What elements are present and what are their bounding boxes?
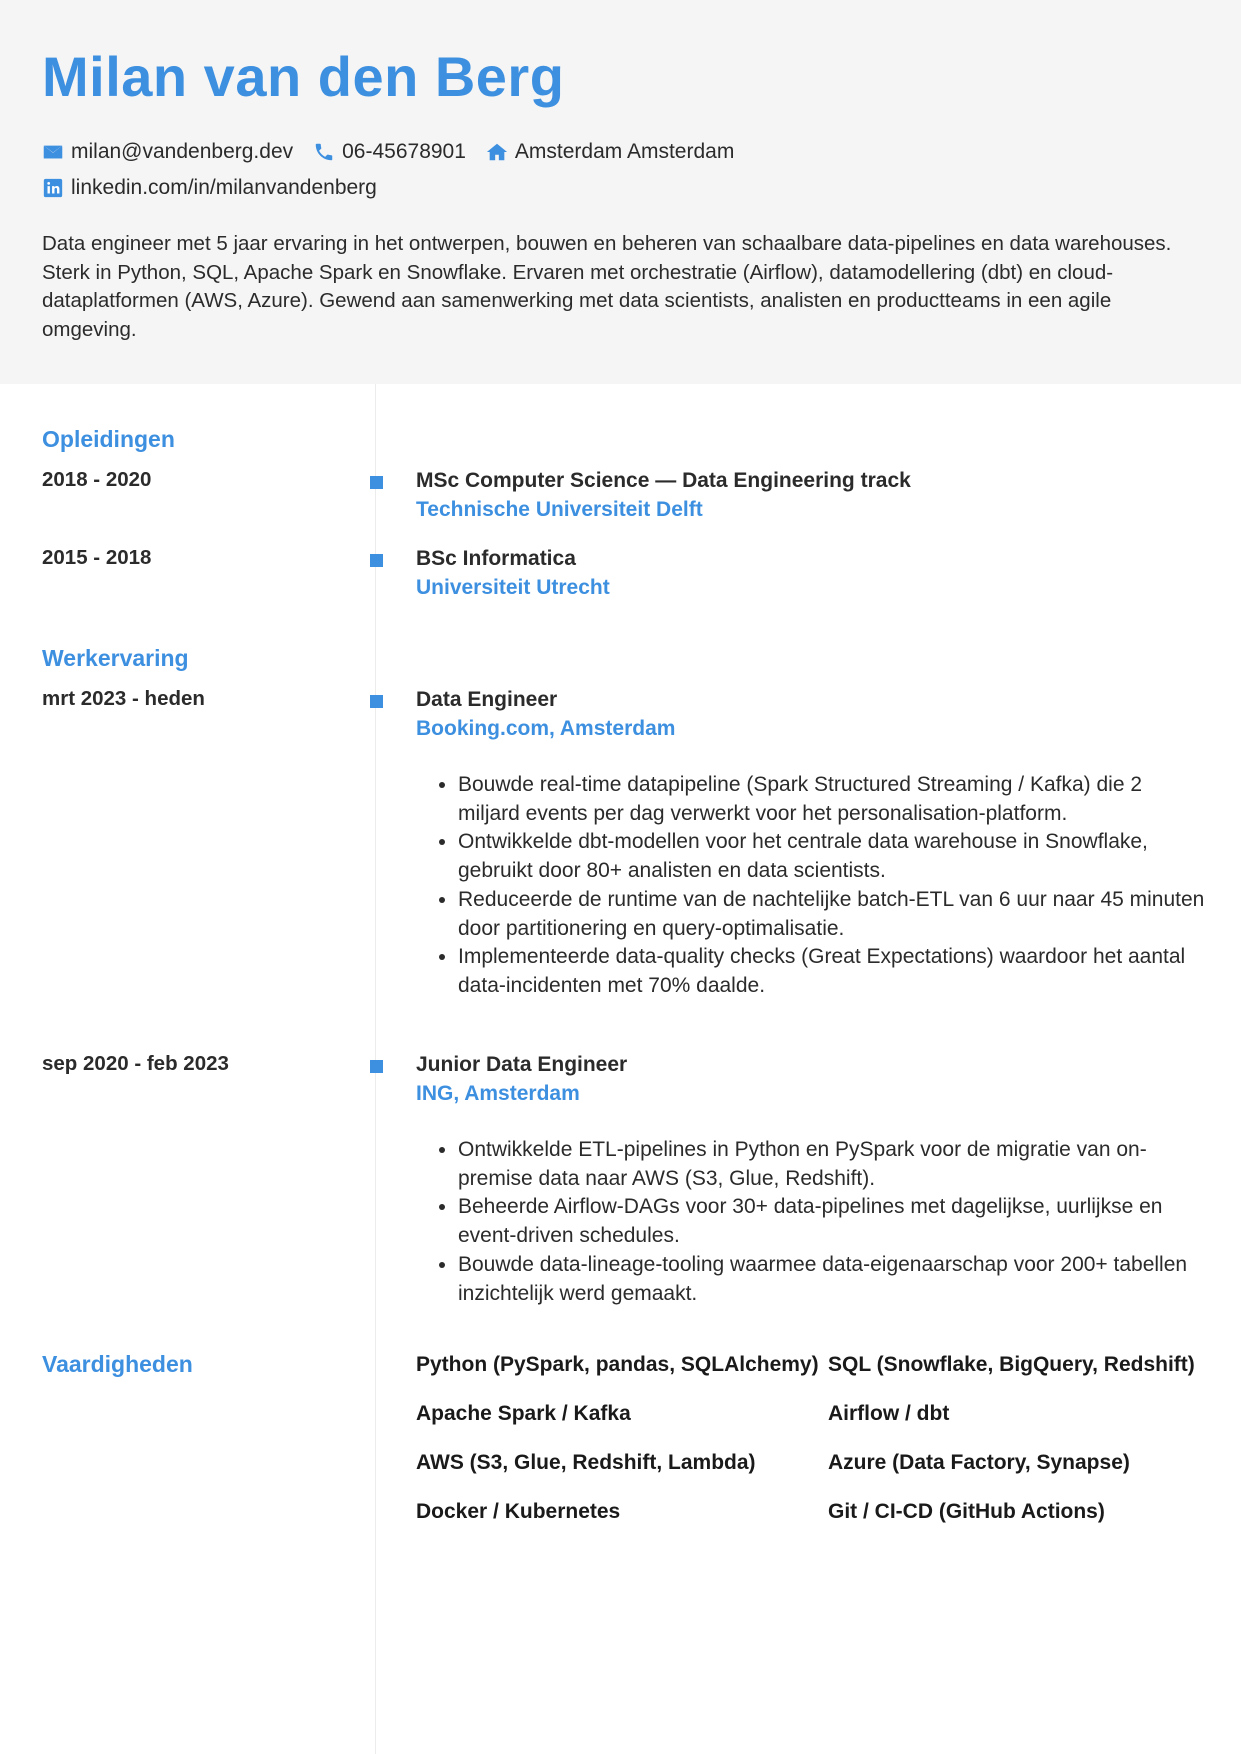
experience-entry xyxy=(416,685,1206,1001)
resume-header xyxy=(0,0,1241,384)
experience-entry xyxy=(416,1050,1206,1308)
achievement-item: • Ontwikkelde ETL-pipelines in Python en PySpark voor de migratie van on-premise data naar AWS (S3, Glue, Redshift). xyxy=(458,1136,1206,1193)
job-achievements xyxy=(416,771,1206,1001)
contact-linkedin[interactable] xyxy=(42,176,377,200)
job-role: Data Engineer xyxy=(416,688,558,711)
linkedin-text[interactable]: linkedin.com/in/milanvandenberg xyxy=(71,176,377,199)
skill-item: Airflow / dbt xyxy=(828,1402,950,1425)
timeline-marker xyxy=(370,554,383,567)
education-degree: BSc Informatica xyxy=(416,547,576,570)
skill-item: SQL (Snowflake, BigQuery, Redshift) xyxy=(828,1353,1195,1376)
skill-item: Apache Spark / Kafka xyxy=(416,1402,631,1425)
contact-email[interactable] xyxy=(42,140,293,164)
skill-item: Docker / Kubernetes xyxy=(416,1500,621,1523)
experience-period: sep 2020 - feb 2023 xyxy=(42,1052,229,1075)
contact-info xyxy=(42,134,1199,206)
linkedin-icon xyxy=(42,177,64,199)
section-title-experience: Werkervaring xyxy=(42,645,189,671)
contact-phone[interactable] xyxy=(313,140,466,164)
achievement-item: • Bouwde real-time datapipeline (Spark Structured Streaming / Kafka) die 2 miljard events per dag verwerkt voor het personalisation-platform. xyxy=(458,771,1206,828)
education-period: 2015 - 2018 xyxy=(42,546,152,569)
education-school: Technische Universiteit Delft xyxy=(416,498,703,521)
section-title-education: Opleidingen xyxy=(42,426,175,452)
education-entry xyxy=(416,466,1206,524)
phone-icon xyxy=(313,141,335,163)
achievement-item: • Implementeerde data-quality checks (Great Expectations) waardoor het aantal data-incidenten met 70% daalde. xyxy=(458,943,1206,1000)
experience-period: mrt 2023 - heden xyxy=(42,687,205,710)
contact-location xyxy=(486,140,734,164)
job-role: Junior Data Engineer xyxy=(416,1053,628,1076)
skill-item: AWS (S3, Glue, Redshift, Lambda) xyxy=(416,1451,756,1474)
education-degree: MSc Computer Science — Data Engineering track xyxy=(416,469,911,492)
profile-summary: Data engineer met 5 jaar ervaring in het ontwerpen, bouwen en beheren van schaalbare data-pipelines en data warehouses. Sterk in Python, SQL, Apache Spark en Snowflake. Ervaren met orchestratie (Airflow), datamodellering (dbt) en cloud-dataplatformen (AWS, Azure). Gewend aan samenwerking met data scientists, analisten en productteams in een agile omgeving. xyxy=(42,232,1172,342)
education-period: 2018 - 2020 xyxy=(42,468,152,491)
timeline-marker xyxy=(370,1060,383,1073)
achievement-item: • Ontwikkelde dbt-modellen voor het centrale data warehouse in Snowflake, gebruikt door 80+ analisten en data scientists. xyxy=(458,828,1206,885)
achievement-item: • Beheerde Airflow-DAGs voor 30+ data-pipelines met dagelijkse, uurlijkse en event-driven schedules. xyxy=(458,1193,1206,1250)
section-title-skills: Vaardigheden xyxy=(42,1351,193,1377)
timeline-marker xyxy=(370,476,383,489)
skill-item: Git / CI-CD (GitHub Actions) xyxy=(828,1500,1105,1523)
skill-item: Python (PySpark, pandas, SQLAlchemy) xyxy=(416,1353,819,1376)
skill-item: Azure (Data Factory, Synapse) xyxy=(828,1451,1130,1474)
envelope-icon xyxy=(42,141,64,163)
achievement-item: • Reduceerde de runtime van de nachtelijke batch-ETL van 6 uur naar 45 minuten door partitionering en query-optimalisatie. xyxy=(458,886,1206,943)
education-school: Universiteit Utrecht xyxy=(416,576,610,599)
timeline-marker xyxy=(370,695,383,708)
location-text: Amsterdam Amsterdam xyxy=(514,140,735,163)
skills-grid xyxy=(416,1350,1206,1526)
contact-row-1 xyxy=(42,134,1199,170)
job-company: Booking.com, Amsterdam xyxy=(416,717,676,740)
job-company: ING, Amsterdam xyxy=(416,1082,580,1105)
home-icon xyxy=(486,141,508,163)
job-achievements xyxy=(416,1136,1206,1308)
achievement-item: • Bouwde data-lineage-tooling waarmee data-eigenaarschap voor 200+ tabellen inzichtelijk werd gemaakt. xyxy=(458,1251,1206,1308)
phone-text[interactable]: 06-45678901 xyxy=(342,140,466,163)
contact-row-2 xyxy=(42,170,1199,206)
candidate-name: Milan van den Berg xyxy=(42,45,565,108)
email-text[interactable]: milan@vandenberg.dev xyxy=(71,140,294,163)
education-entry xyxy=(416,544,1206,602)
